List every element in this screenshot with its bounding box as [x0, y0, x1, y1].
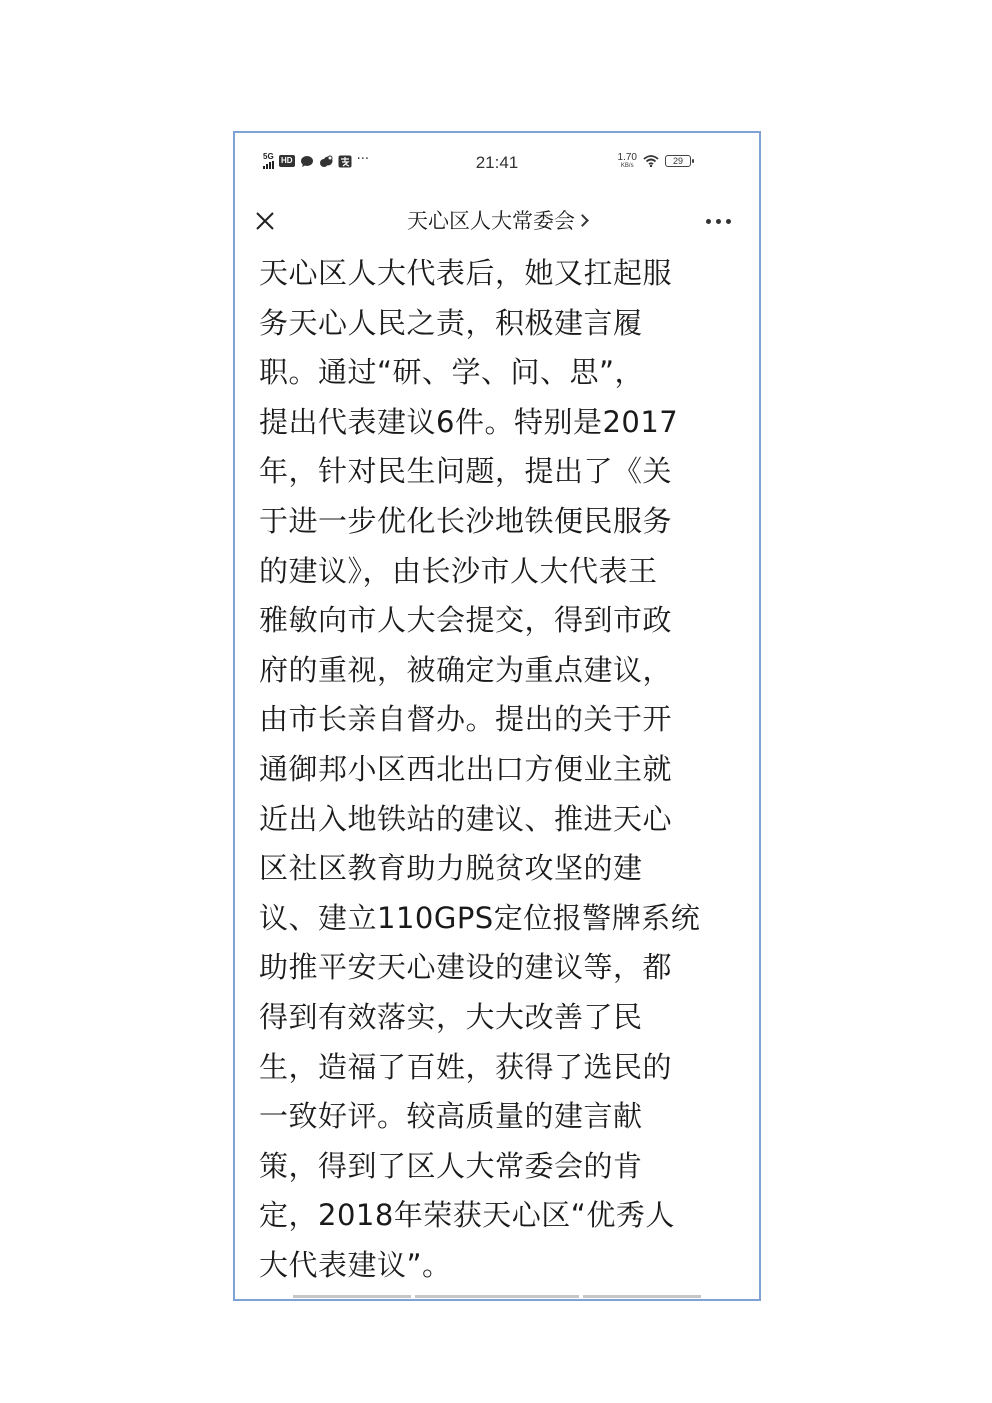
- more-options-icon[interactable]: [706, 219, 731, 224]
- article-line: 大代表建议”。: [259, 1247, 452, 1282]
- account-title-link[interactable]: [235, 207, 759, 235]
- article-line: 提出代表建议6件。特别是2017: [259, 404, 679, 439]
- nav-bar: [235, 199, 759, 243]
- page-scroll-indicator: [415, 1295, 579, 1298]
- article-line: 于进一步优化长沙地铁便民服务: [259, 503, 673, 538]
- article-line: 雅敏向市人大会提交，得到市政: [259, 603, 673, 638]
- phone-screen: [233, 131, 761, 1301]
- article-line: 职。通过“研、学、问、思”，: [259, 355, 645, 390]
- article-line: 府的重视，被确定为重点建议，: [259, 652, 673, 687]
- article-line: 通御邦小区西北出口方便业主就: [259, 751, 673, 786]
- status-right-icons: [618, 153, 691, 169]
- article-line: 议、建立110GPS定位报警牌系统: [259, 900, 701, 935]
- article-line: 生，造福了百姓，获得了选民的: [259, 1049, 673, 1084]
- article-line: 区社区教育助力脱贫攻坚的建: [259, 851, 643, 886]
- article-line: 策，得到了区人大常委会的肯: [259, 1148, 643, 1183]
- more-notifications-icon: ···: [356, 151, 369, 167]
- article-line: 年，针对民生问题，提出了《关: [259, 454, 673, 489]
- account-title: 天心区人大常委会: [407, 209, 575, 233]
- article-line: 一致好评。较高质量的建言献: [259, 1099, 643, 1134]
- article-line: 助推平安天心建设的建议等，都: [259, 950, 673, 985]
- battery-level: 29: [672, 155, 683, 166]
- article-line: 务天心人民之责，积极建言履: [259, 305, 643, 340]
- page-scroll-indicator: [293, 1295, 411, 1298]
- article-line: 由市长亲自督办。提出的关于开: [259, 702, 673, 737]
- battery-icon: [665, 155, 691, 167]
- hd-voice-icon: HD: [281, 156, 293, 165]
- article-line: 定，2018年荣获天心区“优秀人: [259, 1198, 675, 1233]
- status-time: 21:41: [475, 153, 519, 172]
- network-speed: 1.70 KB/s: [617, 152, 637, 169]
- wifi-icon: [643, 155, 659, 167]
- article-body: [259, 249, 729, 1290]
- article-line: 得到有效落实，大大改善了民: [259, 999, 643, 1034]
- article-line: 天心区人大代表后，她又扛起服: [259, 256, 673, 290]
- chevron-right-icon: [576, 214, 589, 227]
- cellular-signal-icon: 5G: [263, 153, 274, 169]
- article-line: 的建议》，由长沙市人大代表王: [259, 553, 658, 588]
- page-scroll-indicator: [583, 1295, 701, 1298]
- status-bar: [235, 147, 759, 177]
- article-line: 近出入地铁站的建议、推进天心: [259, 801, 673, 836]
